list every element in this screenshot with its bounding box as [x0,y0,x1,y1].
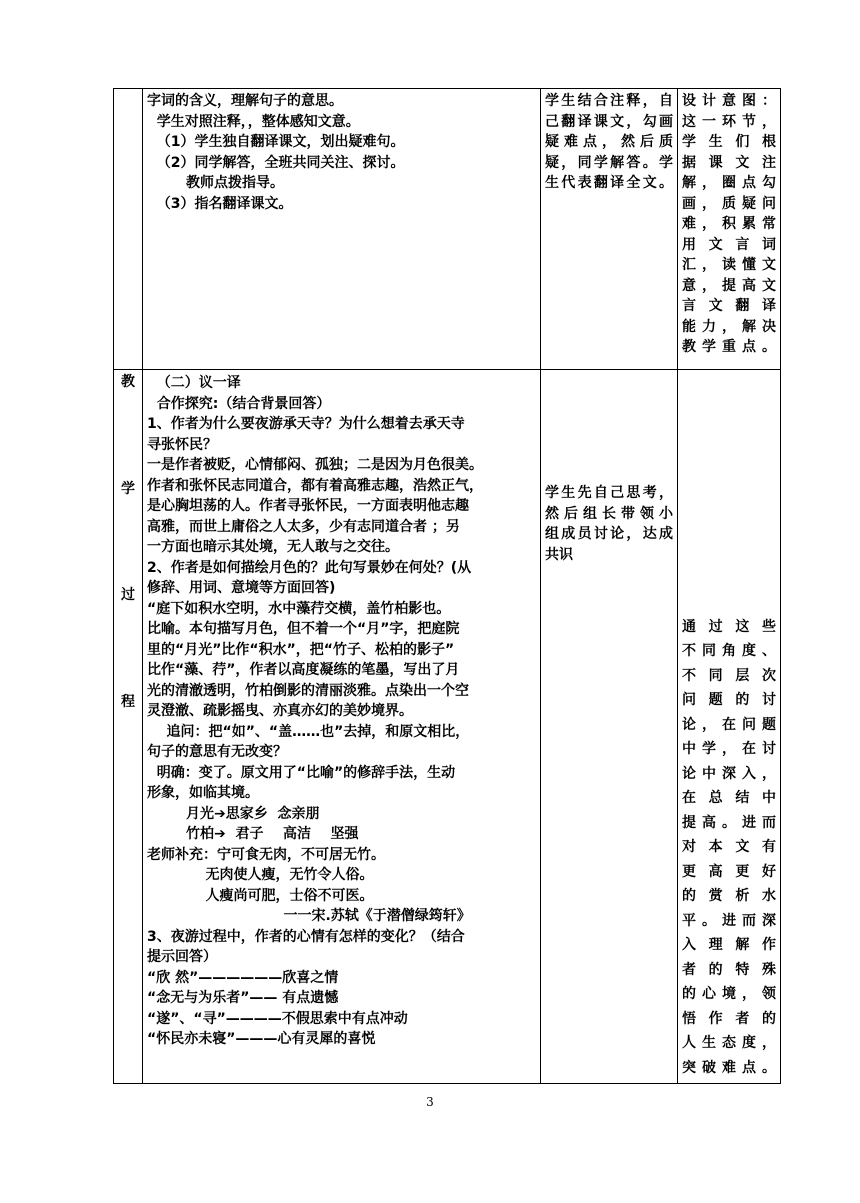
stage-label: 教 [121,374,135,390]
table-row [114,370,781,1084]
design-line: 对 本 文 有 [682,839,776,855]
design-line: 通 过 这 些 [682,618,776,635]
content-line: （3）指名翻译课文。 [147,195,293,212]
student-line: 疑难点，然后质 [545,134,673,150]
design-line: 解，圈点勾 [682,175,776,191]
student-line: 然后组长带领小 [545,505,673,522]
design-line: 在 总 结 中 [682,790,776,806]
stage-label: 过 [121,587,135,603]
design-line: 者 的 特 殊 [682,961,776,978]
design-line: 教学重点。 [682,339,776,355]
content-line: 灵澄澈、疏影摇曳、亦真亦幻的美妙境界。 [147,703,413,719]
content-line: 无肉使人瘦，无竹令人俗。 [147,867,374,883]
design-line: 突破难点。 [682,1059,776,1076]
design-line: 不同角度、 [682,643,776,659]
design-line: 更 高 更 好 [682,863,776,880]
student-line: 共识 [545,546,573,563]
content-line: “怀民亦未寝”———心有灵犀的喜悦 [147,1031,376,1047]
content-cell [143,89,541,370]
content-line: 月光➔思家乡 念亲朋 [147,805,320,822]
design-line: 提高。进而 [682,814,776,831]
student-line: 疑，同学解答。学 [545,154,673,171]
design-line: 意，提高文 [682,277,776,294]
content-line: 竹柏➔ 君子 高洁 坚强 [147,826,359,842]
design-line: 的心境，领 [682,986,776,1002]
content-line: 寻张怀民？ [147,436,217,453]
content-line: 1、作者为什么要夜游承天寺？为什么想着去承天寺 [147,416,465,432]
content-line: 句子的意思有无改变？ [147,744,287,760]
content-line: 提示回答） [147,949,217,965]
lesson-plan-table [113,88,781,1084]
content-line: 人瘦尚可肥，士俗不可医。 [147,887,374,904]
table-row [114,89,781,370]
content-line: 字词的含义，理解句子的意思。 [147,93,343,109]
content-line: 比喻。本句描写月色，但不着一个“月”字，把庭院 [147,621,460,637]
stage-cell [114,89,143,370]
design-line: 论，在问题 [682,716,776,733]
design-line: 言 文 翻 译 [682,298,776,314]
student-line: 生代表翻译全文。 [545,175,673,191]
content-line: 一一宋.苏轼《于潜僧绿筠轩》 [147,908,471,924]
content-line: “念无与为乐者”—— 有点遗憾 [147,990,339,1006]
content-line: （1）学生独自翻译课文，划出疑难句。 [147,134,405,150]
content-line: 高雅，而世上庸俗之人太多，少有志同道合者 ；另 [147,518,460,535]
design-line: 入 理 解 作 [682,937,776,953]
content-line: 学生对照注释，，整体感知文意。 [147,113,360,130]
content-line: （二）议一译 [147,375,241,391]
student-line: 己翻译课文，勾画 [545,113,673,130]
content-line: 光的清澈透明，竹柏倒影的清丽淡雅。点染出一个空 [147,682,469,699]
design-line: 设计意图： [682,93,776,109]
design-line: 论中深入， [682,765,776,782]
design-line: 问 题 的 讨 [682,692,776,708]
content-line: 作者和张怀民志同道合，都有着高雅志趣，浩然正气， [147,477,483,494]
design-line: 的 赏 析 水 [682,888,776,904]
student-line: 学生结合注释，自 [545,93,673,109]
student-activity-cell [541,370,678,1084]
content-line: 一方面也暗示其处境，无人敢与之交往。 [147,539,399,555]
design-intent-cell [678,89,781,370]
design-line: 人生态度， [682,1035,776,1051]
content-line: 一是作者被贬，心情郁闷、孤独；二是因为月色很美。 [147,457,483,473]
content-line: （2）同学解答，全班共同关注、探讨。 [147,154,405,171]
design-line: 用 文 言 词 [682,236,776,253]
design-line: 平。进而深 [682,912,776,929]
design-line: 能力，解决 [682,318,776,335]
content-cell [143,370,541,1084]
content-line: “遂”、“寻”————不假思索中有点冲动 [147,1010,408,1027]
student-line: 组成员讨论，达成 [545,526,673,542]
student-activity-cell [541,89,678,370]
stage-cell [114,370,143,1084]
design-line: 汇，读懂文 [682,257,776,273]
design-line: 画，质疑问 [682,195,776,212]
content-line: 老师补充：宁可食无肉，不可居无竹。 [147,846,385,863]
design-line: 难，积累常 [682,216,776,232]
content-line: 教师点拨指导。 [147,175,284,191]
design-line: 中学，在讨 [682,741,776,757]
design-line: 据 课 文 注 [682,154,776,171]
stage-label: 学 [121,480,135,497]
content-line: “庭下如积水空明，水中藻荇交横，盖竹柏影也。 [147,600,451,617]
content-line: 是心胸坦荡的人。作者寻张怀民，一方面表明他志趣 [147,498,469,514]
content-line: 明确：变了。原文用了“比喻”的修辞手法，生动 [147,764,456,781]
stage-label: 程 [121,693,135,710]
design-intent-cell [678,370,781,1084]
student-line: 学生先自己思考， [545,485,673,501]
content-line: 形象，如临其境。 [147,785,259,801]
design-line: 不 同 层 次 [682,667,776,684]
design-line: 这一环节， [682,113,776,130]
content-line: 2、作者是如何描绘月色的？此句写景妙在何处？(从 [147,559,472,576]
content-line: “欣 然”——————欣喜之情 [147,969,339,986]
content-line: 里的“月光”比作“积水”，把“竹子、松柏的影子” [147,641,455,658]
design-line: 悟 作 者 的 [682,1010,776,1027]
content-line: 3、夜游过程中，作者的心情有怎样的变化？（结合 [147,928,465,945]
page-number: 3 [426,1095,434,1109]
content-line: 修辞、用词、意境等方面回答) [147,580,336,596]
design-line: 学 生 们 根 [682,134,776,150]
content-line: 追问：把“如”、“盖……也”去掉，和原文相比， [147,723,470,740]
content-line: 合作探究:（结合背景回答） [147,395,331,412]
content-line: 比作“藻、荇”，作者以高度凝练的笔墨，写出了月 [147,662,460,678]
